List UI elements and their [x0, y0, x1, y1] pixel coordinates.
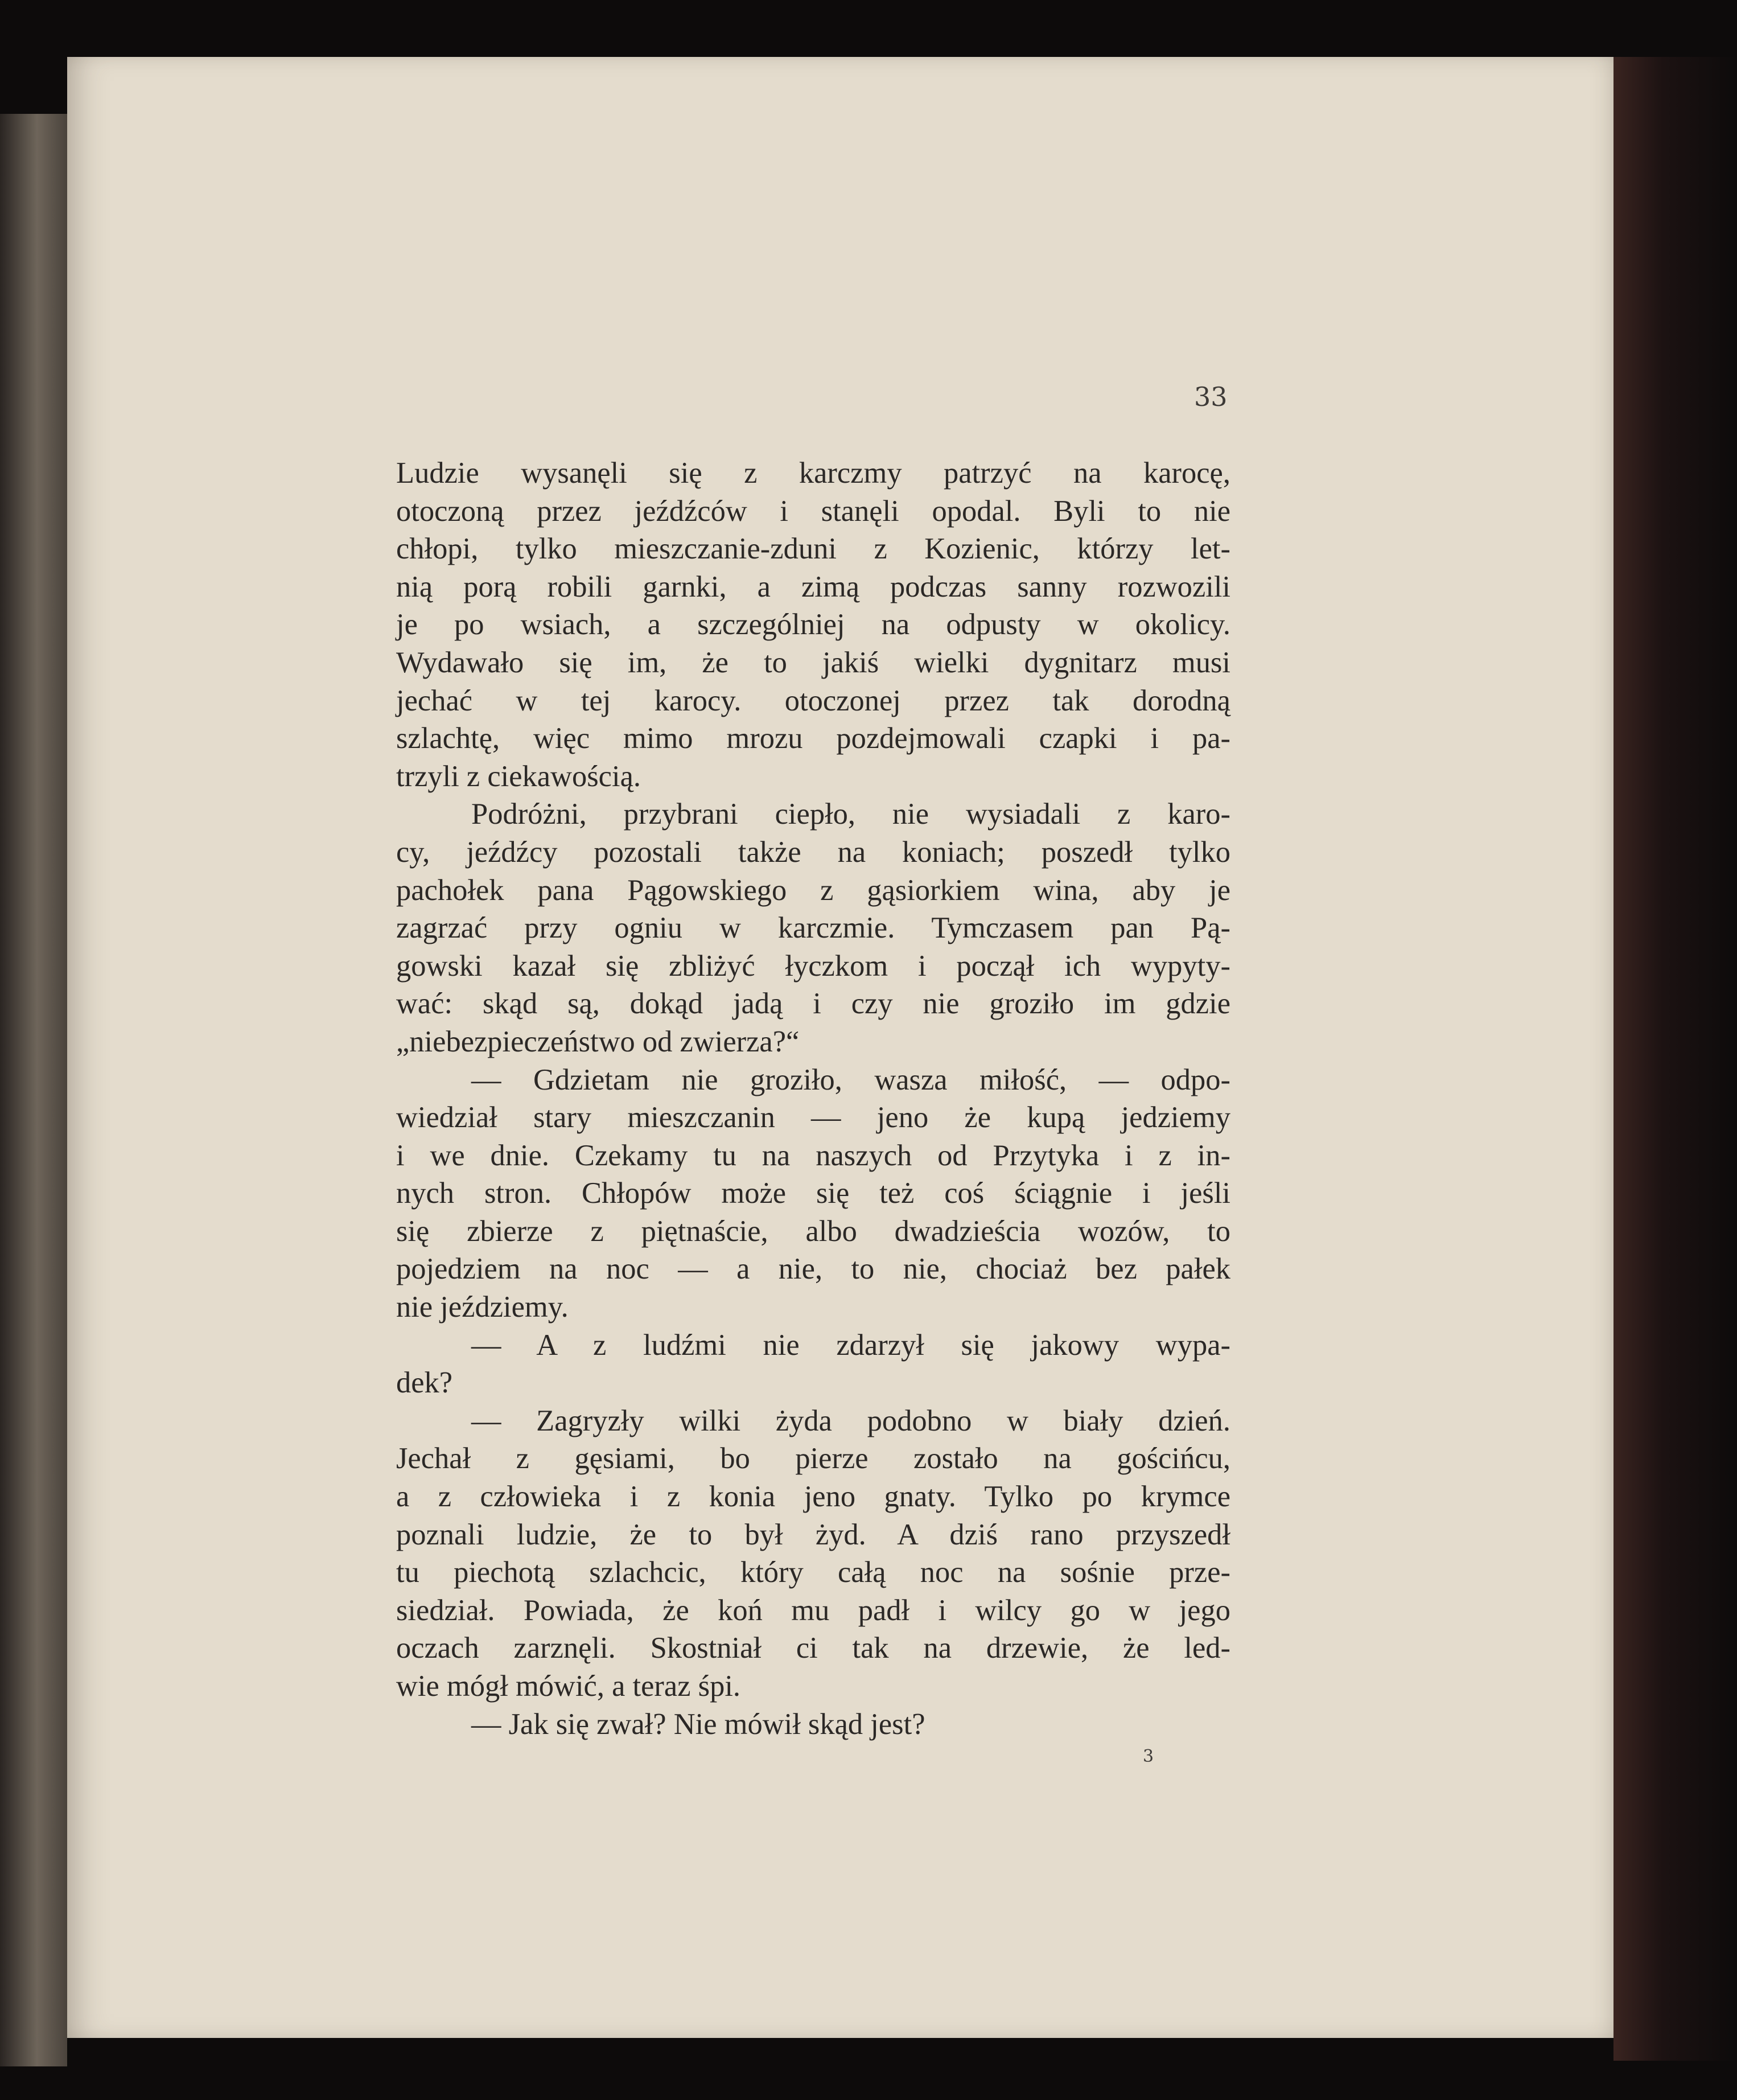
text-line: nie jeździemy. — [396, 1291, 569, 1324]
signature-mark: 3 — [1143, 1746, 1154, 1766]
previous-page-edge — [0, 114, 67, 2066]
text-line: szlachtę, więc mimo mrozu pozdejmowali czapki i pa- — [396, 722, 1230, 755]
text-line: trzyli z ciekawością. — [396, 759, 641, 793]
text-line: nią porą robili garnki, a zimą podczas sanny rozwozili — [396, 570, 1230, 603]
text-line: wie mógł mówić, a teraz śpi. — [396, 1670, 741, 1703]
text-line: siedział. Powiada, że koń mu padł i wilcy go w jego — [396, 1593, 1230, 1627]
text-line: jechać w tej karocy. otoczonej przez tak dorodną — [396, 684, 1230, 717]
book-cover-edge — [1613, 57, 1737, 2061]
text-line: — A z ludźmi nie zdarzył się jakowy wypa- — [471, 1328, 1230, 1362]
text-line: tu piechotą szlachcic, który całą noc na sośnie prze- — [396, 1556, 1230, 1589]
text-line: Podróżni, przybrani ciepło, nie wysiadali z karo- — [471, 798, 1230, 831]
text-line: oczach zarznęli. Skostniał ci tak na drzewie, że led- — [396, 1631, 1230, 1665]
text-line: nych stron. Chłopów może się też coś ściągnie i jeśli — [396, 1177, 1230, 1210]
text-line: się zbierze z piętnaście, albo dwadzieścia wozów, to — [396, 1214, 1230, 1248]
text-line: i we dnie. Czekamy tu na naszych od Przytyka i z in- — [396, 1139, 1230, 1172]
book-page — [67, 57, 1613, 2038]
text-line: „niebezpieczeństwo od zwierza?“ — [396, 1025, 800, 1058]
text-line: pojedziem na noc — a nie, to nie, chociaż bez pałek — [396, 1252, 1230, 1286]
text-line: je po wsiach, a szczególniej na odpusty w okolicy. — [396, 608, 1230, 642]
text-line: — Jak się zwał? Nie mówił skąd jest? — [471, 1707, 925, 1741]
text-line: — Zagryzły wilki żyda podobno w biały dzień. — [471, 1404, 1230, 1437]
page-text — [396, 454, 1230, 1743]
text-line: zagrzać przy ogniu w karczmie. Tymczasem pan Pą- — [396, 911, 1230, 945]
text-line: wiedział stary mieszczanin — jeno że kupą jedziemy — [396, 1101, 1230, 1135]
text-line: chłopi, tylko mieszczanie-zduni z Kozienic, którzy let- — [396, 532, 1230, 566]
text-line: otoczoną przez jeźdźców i stanęli opodal. Byli to nie — [396, 494, 1230, 528]
text-line: pachołek pana Pągowskiego z gąsiorkiem wina, aby je — [396, 873, 1230, 907]
text-line: cy, jeźdźcy pozostali także na koniach; poszedł tylko — [396, 835, 1230, 869]
text-line: wać: skąd są, dokąd jadą i czy nie groziło im gdzie — [396, 987, 1230, 1021]
text-line: — Gdzietam nie groziło, wasza miłość, — odpo- — [471, 1063, 1230, 1096]
text-line: Jechał z gęsiami, bo pierze zostało na gościńcu, — [396, 1442, 1230, 1476]
text-line: a z człowieka i z konia jeno gnaty. Tylko po krymce — [396, 1480, 1230, 1514]
text-line: Ludzie wysanęli się z karczmy patrzyć na karocę, — [396, 457, 1230, 490]
page-number: 33 — [1194, 381, 1228, 412]
text-line: poznali ludzie, że to był żyd. A dziś rano przyszedł — [396, 1518, 1230, 1551]
text-line: dek? — [396, 1366, 453, 1400]
text-line: gowski kazał się zbliżyć łyczkom i począł ich wypyty- — [396, 949, 1230, 983]
text-line: Wydawało się im, że to jakiś wielki dygnitarz musi — [396, 646, 1230, 679]
